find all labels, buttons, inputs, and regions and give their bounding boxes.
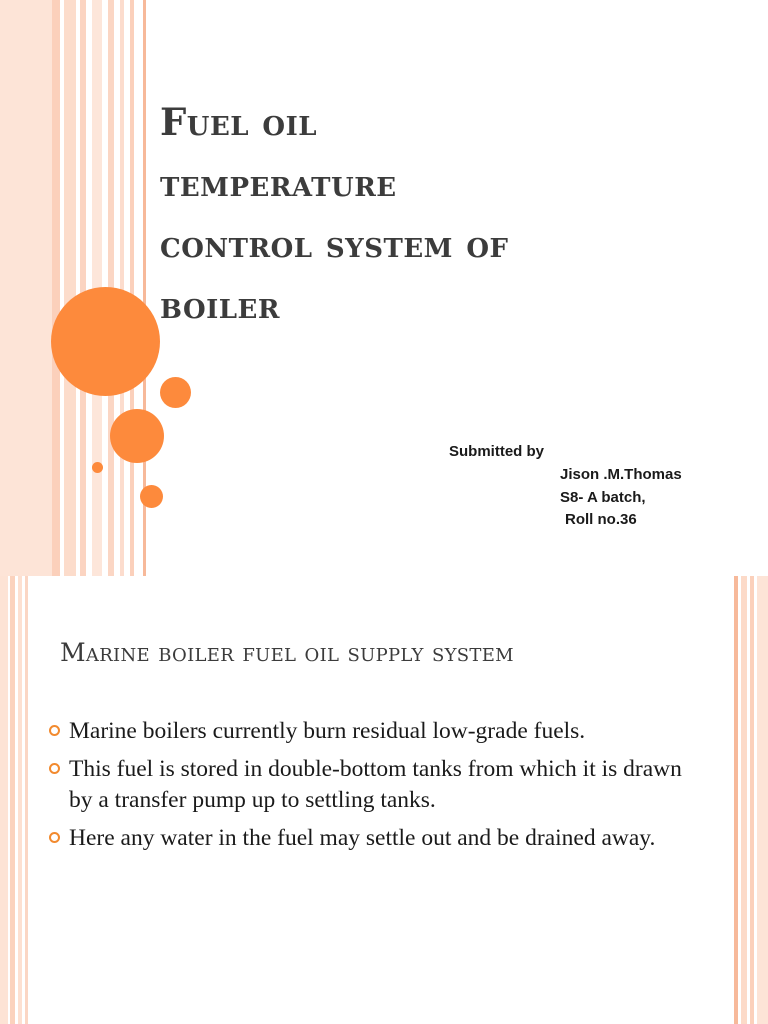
title-line: Fuel oil	[160, 100, 318, 144]
bullet-list	[44, 716, 684, 861]
submitted-by-label: Submitted by	[449, 443, 545, 460]
large-circle-decoration	[51, 287, 160, 396]
slide-title	[160, 92, 720, 336]
slide-heading: Marine boiler fuel oil supply system	[60, 638, 514, 667]
bullet-text: Here any water in the fuel may settle out and be drained away.	[69, 825, 656, 851]
content-slide	[0, 576, 768, 1024]
small-circle-decoration	[160, 377, 191, 408]
author-name: Jison .M.Thomas	[560, 466, 682, 483]
circle-bullet-icon	[49, 832, 60, 843]
medium-circle-decoration	[110, 409, 164, 463]
circle-bullet-icon	[49, 763, 60, 774]
circle-bullet-icon	[49, 725, 60, 736]
tiny-circle-decoration	[92, 462, 103, 473]
title-line: control system of	[160, 222, 509, 266]
author-roll: Roll no.36	[565, 511, 637, 528]
bullet-text: Marine boilers currently burn residual low-grade fuels.	[69, 718, 586, 744]
small-circle-decoration-2	[140, 485, 163, 508]
list-item	[44, 754, 684, 816]
title-line: boiler	[160, 283, 280, 327]
list-item	[44, 823, 684, 854]
author-batch: S8- A batch,	[560, 489, 646, 506]
decorative-stripes	[0, 0, 150, 576]
title-line: temperature	[160, 161, 397, 205]
bullet-text: This fuel is stored in double-bottom tanks from which it is drawn by a transfer pump up to settling tanks.	[69, 756, 682, 813]
decorative-stripes-right	[730, 576, 768, 1024]
list-item	[44, 716, 684, 747]
decorative-stripes-left	[0, 576, 30, 1024]
